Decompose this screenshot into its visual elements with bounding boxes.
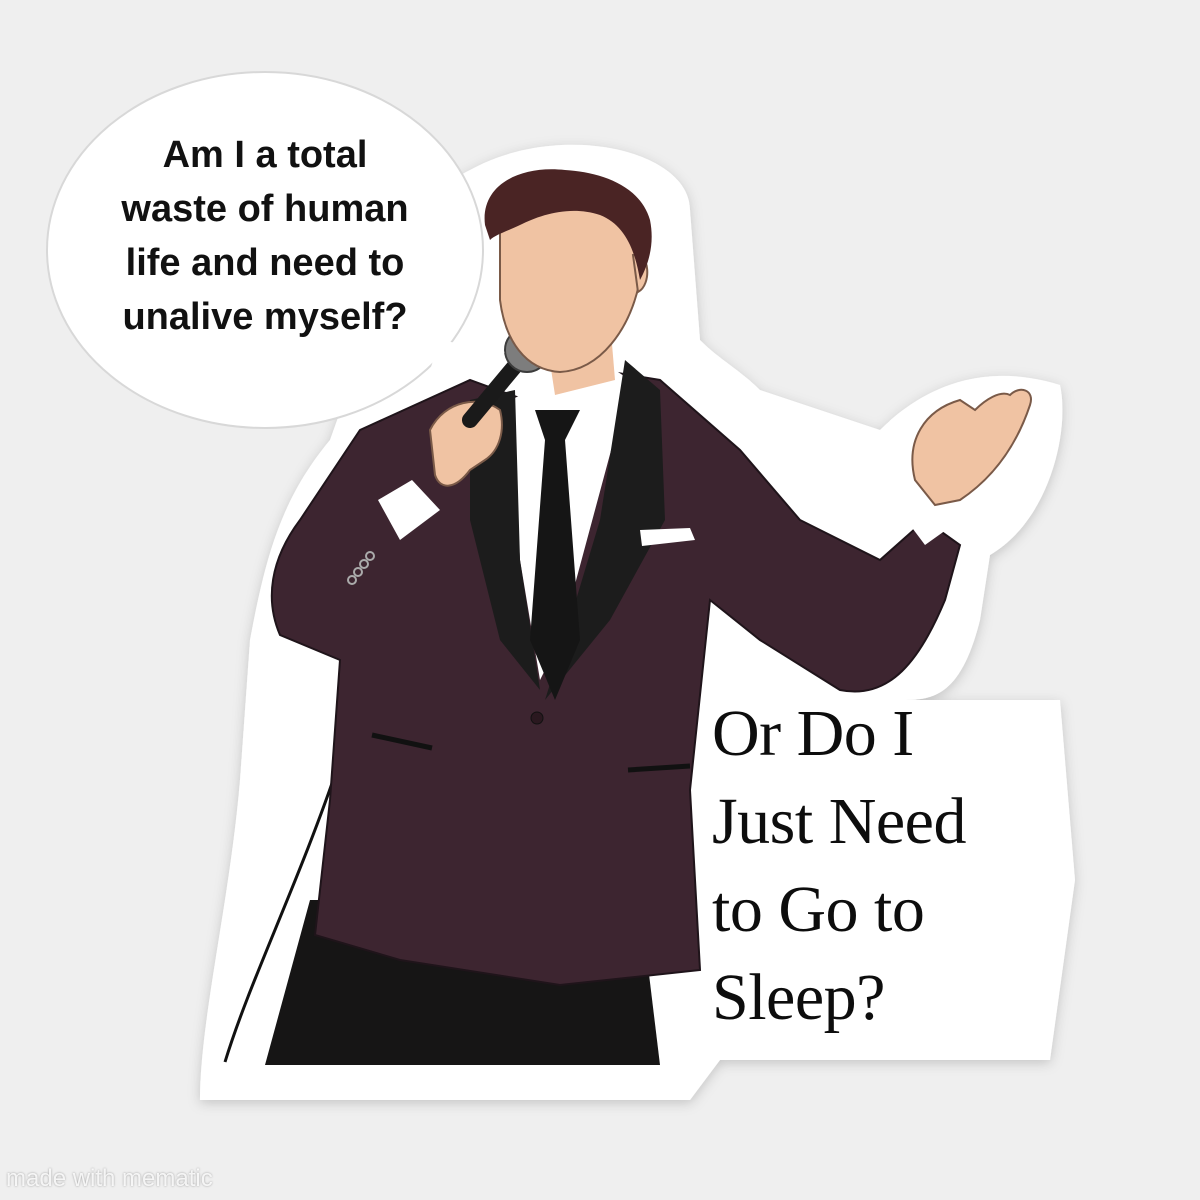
speech-line: life and need to [125, 242, 405, 284]
speech-bubble [40, 60, 490, 420]
caption-line: Or Do I [712, 697, 914, 770]
caption-line: Sleep? [712, 961, 885, 1034]
caption-line: Just Need [712, 785, 966, 858]
watermark: made with mematic [6, 1165, 213, 1192]
speech-line: unalive myself? [122, 296, 408, 338]
speech-line: waste of human [121, 188, 409, 230]
jacket-button [531, 712, 543, 724]
speech-line: Am I a total [162, 134, 368, 176]
speech-bubble-text [75, 128, 455, 344]
sticker-caption [712, 690, 1112, 1042]
caption-line: to Go to [712, 873, 925, 946]
